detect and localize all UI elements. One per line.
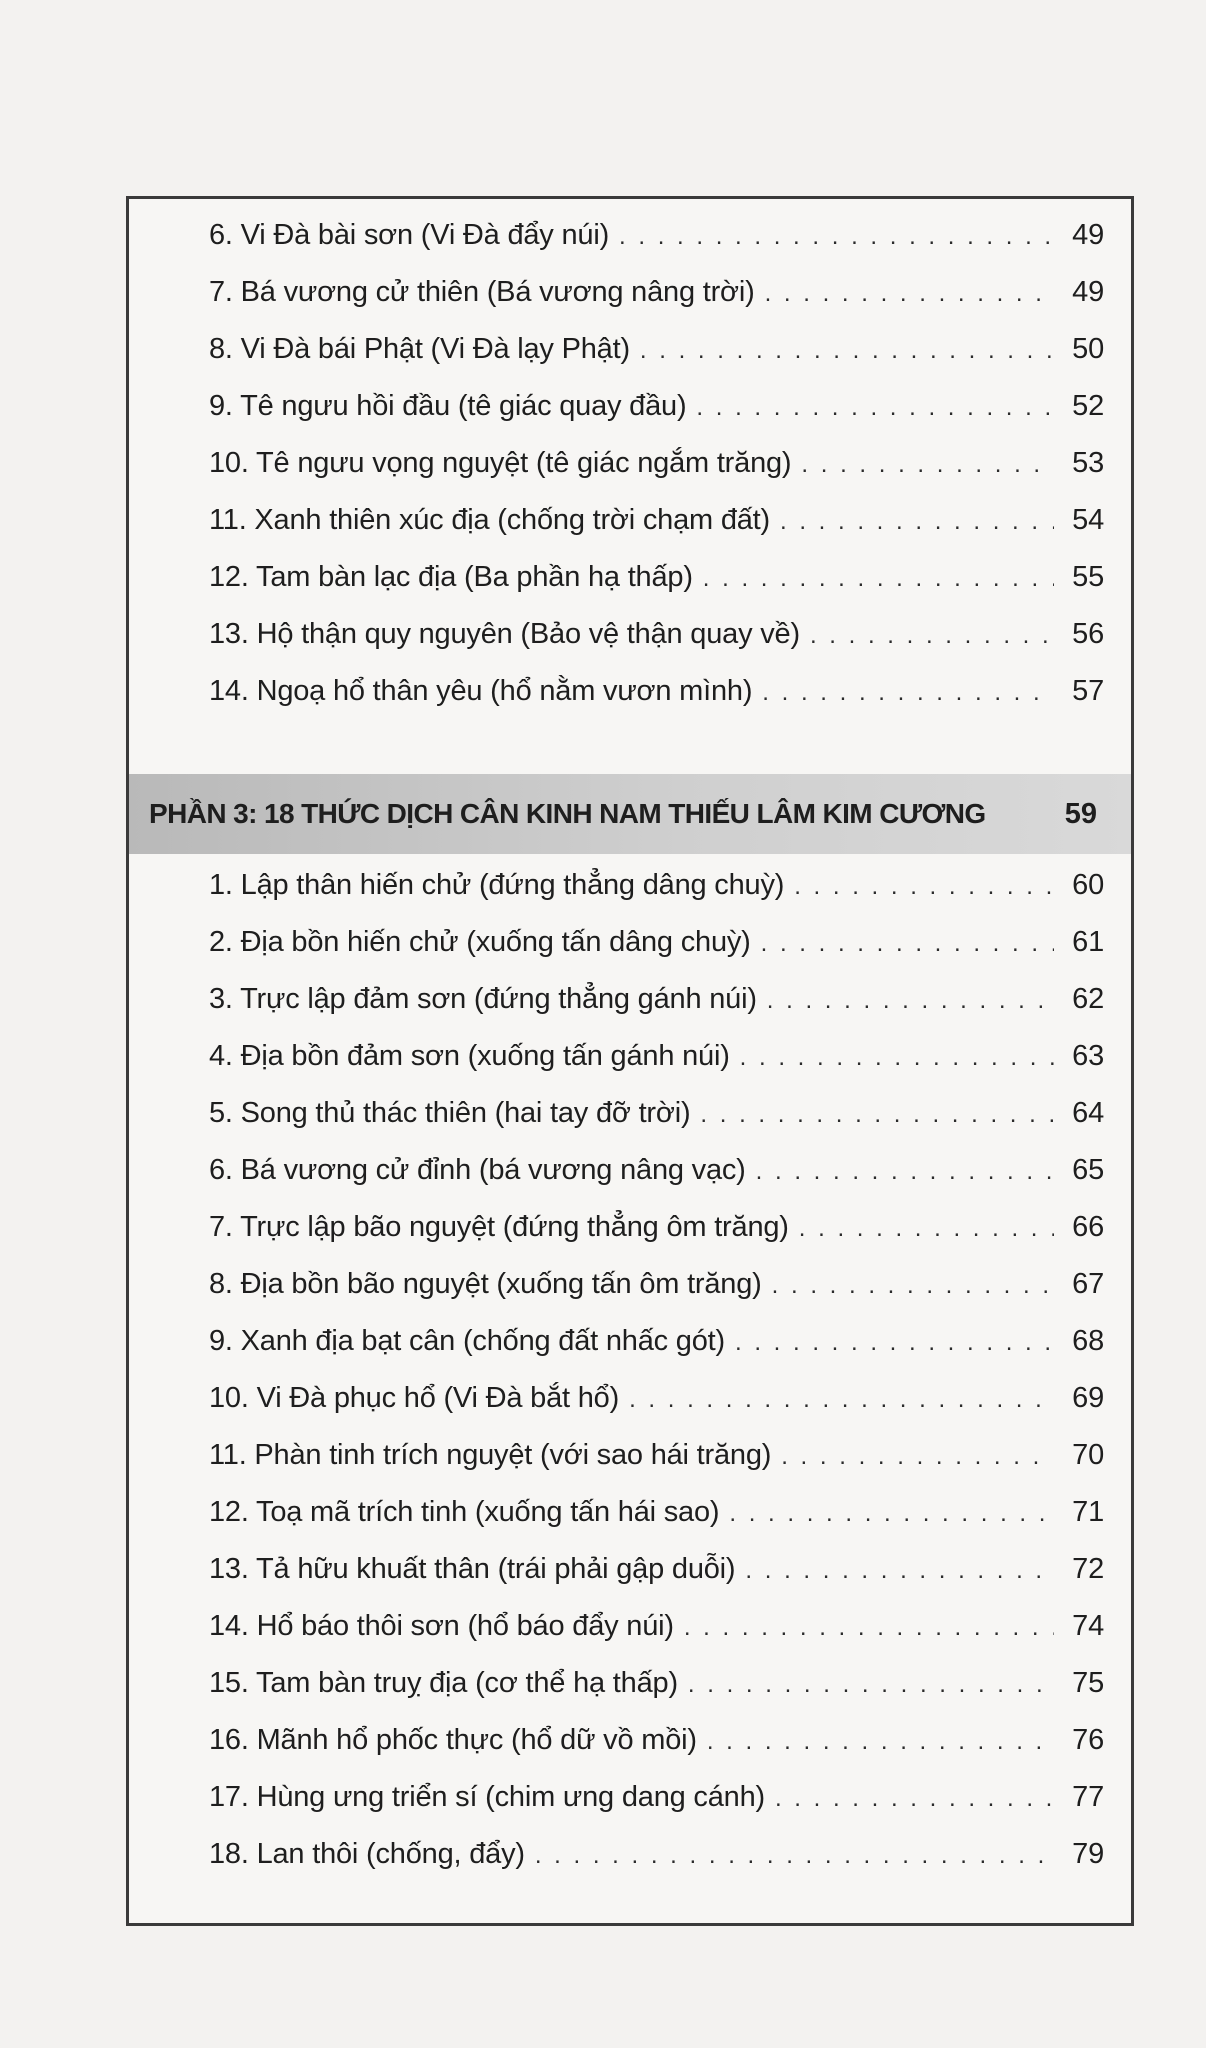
toc-entry[interactable] <box>209 1439 1104 1496</box>
toc-entry-page: 55 <box>1072 561 1104 593</box>
toc-entry-title: 1. Lập thân hiến chử (đứng thẳng dâng chuỳ) <box>209 869 785 901</box>
toc-entry[interactable] <box>209 1382 1104 1439</box>
dot-leader <box>765 280 1054 308</box>
toc-entry-page: 49 <box>1072 276 1104 308</box>
dot-leader <box>794 873 1054 901</box>
toc-entry[interactable] <box>209 1838 1104 1895</box>
toc-entry[interactable] <box>209 675 1104 732</box>
toc-entry-title: 12. Tam bàn lạc địa (Ba phần hạ thấp) <box>209 561 693 593</box>
toc-entry[interactable] <box>209 1496 1104 1553</box>
toc-entry-title: 17. Hùng ưng triển sí (chim ưng dang cánh) <box>209 1781 765 1813</box>
toc-entry[interactable] <box>209 1268 1104 1325</box>
dot-leader <box>780 508 1054 536</box>
part2-list <box>209 219 1104 732</box>
toc-entry[interactable] <box>209 276 1104 333</box>
dot-leader <box>799 1215 1054 1243</box>
toc-entry-title: 7. Trực lập bão nguyệt (đứng thẳng ôm trăng) <box>209 1211 789 1243</box>
toc-entry-page: 72 <box>1072 1553 1104 1585</box>
toc-entry-title: 8. Vi Đà bái Phật (Vi Đà lạy Phật) <box>209 333 630 365</box>
dot-leader <box>619 223 1054 251</box>
toc-entry[interactable] <box>209 1610 1104 1667</box>
toc-entry-page: 61 <box>1072 926 1104 958</box>
toc-entry-title: 13. Hộ thận quy nguyên (Bảo vệ thận quay về) <box>209 618 800 650</box>
toc-entry[interactable] <box>209 983 1104 1040</box>
toc-entry-page: 75 <box>1072 1667 1104 1699</box>
toc-entry-page: 69 <box>1072 1382 1104 1414</box>
toc-entry-page: 60 <box>1072 869 1104 901</box>
toc-entry[interactable] <box>209 390 1104 447</box>
dot-leader <box>745 1557 1054 1585</box>
dot-leader <box>801 451 1054 479</box>
dot-leader <box>775 1785 1054 1813</box>
dot-leader <box>756 1158 1054 1186</box>
toc-entry-title: 5. Song thủ thác thiên (hai tay đỡ trời) <box>209 1097 691 1129</box>
dot-leader <box>700 1101 1054 1129</box>
toc-entry[interactable] <box>209 1667 1104 1724</box>
dot-leader <box>762 679 1054 707</box>
toc-entry-page: 77 <box>1072 1781 1104 1813</box>
toc-entry-title: 11. Xanh thiên xúc địa (chống trời chạm đất) <box>209 504 770 536</box>
toc-entry-page: 54 <box>1072 504 1104 536</box>
toc-entry-page: 65 <box>1072 1154 1104 1186</box>
dot-leader <box>535 1842 1054 1870</box>
toc-entry-page: 53 <box>1072 447 1104 479</box>
dot-leader <box>696 394 1054 422</box>
dot-leader <box>684 1614 1054 1642</box>
dot-leader <box>761 930 1054 958</box>
toc-entry[interactable] <box>209 219 1104 276</box>
toc-entry-title: 15. Tam bàn truỵ địa (cơ thể hạ thấp) <box>209 1667 678 1699</box>
toc-entry-title: 10. Vi Đà phục hổ (Vi Đà bắt hổ) <box>209 1382 620 1414</box>
toc-entry-title: 16. Mãnh hổ phốc thực (hổ dữ vồ mồi) <box>209 1724 697 1756</box>
dot-leader <box>772 1272 1054 1300</box>
toc-entry-page: 79 <box>1072 1838 1104 1870</box>
toc-entry[interactable] <box>209 926 1104 983</box>
section-heading-bar[interactable] <box>129 774 1131 854</box>
dot-leader <box>729 1500 1054 1528</box>
toc-entry-page: 74 <box>1072 1610 1104 1642</box>
toc-entry-title: 13. Tả hữu khuất thân (trái phải gập duỗi) <box>209 1553 736 1585</box>
toc-entry-page: 57 <box>1072 675 1104 707</box>
toc-entry[interactable] <box>209 447 1104 504</box>
dot-leader <box>707 1728 1054 1756</box>
toc-entry-title: 10. Tê ngưu vọng nguyệt (tê giác ngắm trăng) <box>209 447 792 479</box>
dot-leader <box>640 337 1054 365</box>
toc-entry-title: 18. Lan thôi (chống, đẩy) <box>209 1838 525 1870</box>
toc-entry-page: 52 <box>1072 390 1104 422</box>
dot-leader <box>735 1329 1054 1357</box>
toc-entry-title: 2. Địa bồn hiến chử (xuống tấn dâng chuỳ) <box>209 926 751 958</box>
toc-entry-title: 6. Vi Đà bài sơn (Vi Đà đẩy núi) <box>209 219 610 251</box>
dot-leader <box>629 1386 1054 1414</box>
toc-entry-page: 71 <box>1072 1496 1104 1528</box>
toc-entry-title: 9. Xanh địa bạt cân (chống đất nhấc gót) <box>209 1325 725 1357</box>
dot-leader <box>740 1044 1054 1072</box>
section-heading-title: PHẦN 3: 18 THỨC DỊCH CÂN KINH NAM THIẾU LÂM KIM CƯƠNG <box>149 798 986 829</box>
toc-entry[interactable] <box>209 618 1104 675</box>
toc-entry-page: 68 <box>1072 1325 1104 1357</box>
toc-entry[interactable] <box>209 504 1104 561</box>
toc-entry-page: 50 <box>1072 333 1104 365</box>
section-heading-page: 59 <box>1064 797 1097 830</box>
dot-leader <box>703 565 1054 593</box>
dot-leader <box>781 1443 1054 1471</box>
toc-entry-title: 12. Toạ mã trích tinh (xuống tấn hái sao) <box>209 1496 720 1528</box>
part3-list <box>209 869 1104 1895</box>
toc-entry-title: 6. Bá vương cử đỉnh (bá vương nâng vạc) <box>209 1154 746 1186</box>
dot-leader <box>688 1671 1054 1699</box>
toc-entry-page: 70 <box>1072 1439 1104 1471</box>
toc-entry-page: 64 <box>1072 1097 1104 1129</box>
dot-leader <box>767 987 1054 1015</box>
toc-entry[interactable] <box>209 1553 1104 1610</box>
toc-frame <box>126 196 1134 1926</box>
dot-leader <box>810 622 1054 650</box>
toc-entry[interactable] <box>209 1154 1104 1211</box>
toc-entry-page: 66 <box>1072 1211 1104 1243</box>
toc-entry-page: 62 <box>1072 983 1104 1015</box>
toc-entry[interactable] <box>209 561 1104 618</box>
toc-entry-page: 49 <box>1072 219 1104 251</box>
toc-entry-title: 11. Phàn tinh trích nguyệt (với sao hái trăng) <box>209 1439 772 1471</box>
toc-entry-page: 67 <box>1072 1268 1104 1300</box>
toc-entry-title: 3. Trực lập đảm sơn (đứng thẳng gánh núi) <box>209 983 757 1015</box>
toc-entry-title: 14. Ngoạ hổ thân yêu (hổ nằm vươn mình) <box>209 675 753 707</box>
toc-entry[interactable] <box>209 1211 1104 1268</box>
toc-entry[interactable] <box>209 1781 1104 1838</box>
toc-entry[interactable] <box>209 1097 1104 1154</box>
toc-entry-title: 7. Bá vương cử thiên (Bá vương nâng trời) <box>209 276 755 308</box>
toc-entry-page: 63 <box>1072 1040 1104 1072</box>
toc-entry[interactable] <box>209 1325 1104 1382</box>
toc-entry-title: 14. Hổ báo thôi sơn (hổ báo đẩy núi) <box>209 1610 674 1642</box>
toc-entry-title: 8. Địa bồn bão nguyệt (xuống tấn ôm trăng) <box>209 1268 762 1300</box>
toc-entry-title: 4. Địa bồn đảm sơn (xuống tấn gánh núi) <box>209 1040 730 1072</box>
toc-entry[interactable] <box>209 1040 1104 1097</box>
toc-entry[interactable] <box>209 869 1104 926</box>
toc-entry[interactable] <box>209 333 1104 390</box>
toc-entry-page: 56 <box>1072 618 1104 650</box>
toc-entry[interactable] <box>209 1724 1104 1781</box>
toc-entry-title: 9. Tê ngưu hồi đầu (tê giác quay đầu) <box>209 390 687 422</box>
toc-entry-page: 76 <box>1072 1724 1104 1756</box>
